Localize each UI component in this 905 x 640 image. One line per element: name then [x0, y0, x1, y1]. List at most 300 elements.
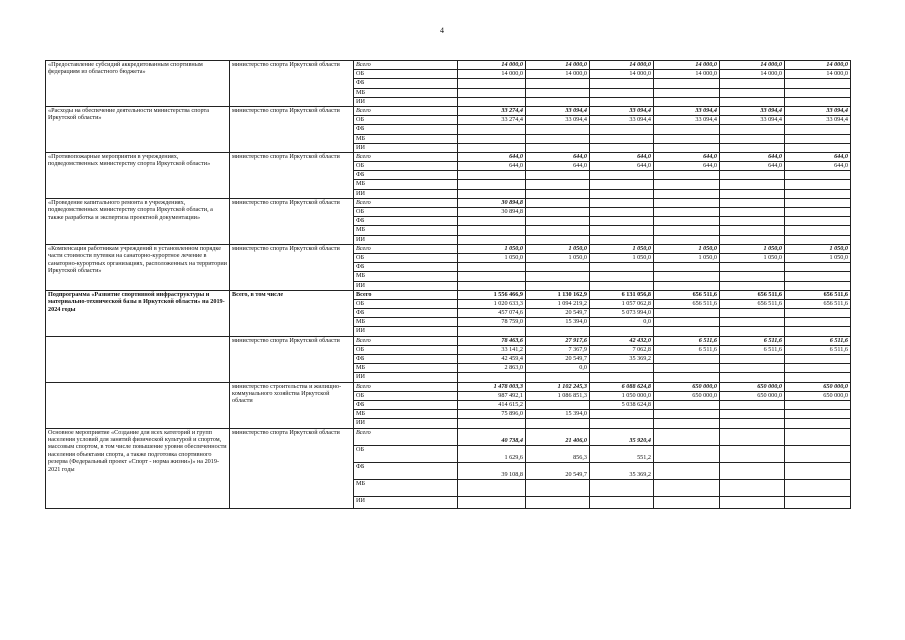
amount-cell — [785, 79, 851, 88]
amount-cell — [720, 479, 785, 496]
amount-cell: 33 094,4 — [720, 106, 785, 115]
source-label: Всего — [354, 382, 458, 391]
amount-cell — [590, 198, 654, 207]
source-label: МБ — [354, 410, 458, 419]
executor-cell: министерство спорта Иркутской области — [230, 61, 354, 107]
amount-cell — [526, 134, 590, 143]
amount-cell: 644,0 — [654, 162, 720, 171]
amount-cell: 20 549,7 — [526, 462, 590, 479]
amount-cell — [590, 410, 654, 419]
amount-cell — [785, 419, 851, 428]
amount-cell — [590, 180, 654, 189]
executor-cell: министерство спорта Иркутской области — [230, 198, 354, 244]
amount-cell: 1 050 000,0 — [590, 391, 654, 400]
amount-cell: 14 000,0 — [590, 61, 654, 70]
source-label: МБ — [354, 180, 458, 189]
amount-cell — [785, 364, 851, 373]
source-label: МБ — [354, 226, 458, 235]
amount-cell — [458, 143, 526, 152]
amount-cell: 14 000,0 — [654, 61, 720, 70]
amount-cell — [654, 309, 720, 318]
measure-description: «Противопожарные мероприятия в учреждениях, подведомственных министерству спорта Иркутской области» — [46, 152, 230, 198]
measure-description: Основное мероприятие «Создание для всех категорий и групп населения условий для занятий физической культурой и спортом, массовым спортом, в том числе повышение уровня обеспеченности населения объектами спорта, а также подготовка спортивного резерва (Федеральный проект «Спорт - норма жизни»)» на 2019-2021 годы — [46, 428, 230, 508]
amount-cell — [785, 125, 851, 134]
amount-cell — [785, 97, 851, 106]
amount-cell — [785, 496, 851, 508]
amount-cell — [458, 496, 526, 508]
source-label: Всего — [354, 106, 458, 115]
amount-cell — [526, 88, 590, 97]
source-label: ИИ — [354, 235, 458, 244]
amount-cell — [590, 235, 654, 244]
table-row — [46, 336, 851, 345]
amount-cell — [654, 171, 720, 180]
amount-cell — [785, 355, 851, 364]
amount-cell: 33 094,4 — [526, 116, 590, 125]
amount-cell: 30 894,8 — [458, 198, 526, 207]
source-label: ОБ — [354, 253, 458, 262]
amount-cell — [654, 462, 720, 479]
source-label: ИИ — [354, 281, 458, 290]
amount-cell — [590, 373, 654, 382]
source-label: МБ — [354, 364, 458, 373]
source-label: ОБ — [354, 299, 458, 308]
amount-cell — [526, 180, 590, 189]
amount-cell — [526, 479, 590, 496]
source-label: Всего — [354, 198, 458, 207]
amount-cell — [720, 134, 785, 143]
amount-cell — [654, 419, 720, 428]
amount-cell: 1 130 162,9 — [526, 290, 590, 299]
source-label: Всего — [354, 152, 458, 161]
amount-cell — [458, 171, 526, 180]
amount-cell: 14 000,0 — [720, 61, 785, 70]
amount-cell — [590, 272, 654, 281]
source-label: ФБ — [354, 462, 458, 479]
source-label: ФБ — [354, 171, 458, 180]
amount-cell — [526, 263, 590, 272]
amount-cell: 33 141,2 — [458, 345, 526, 354]
amount-cell: 644,0 — [654, 152, 720, 161]
amount-cell — [720, 88, 785, 97]
amount-cell: 644,0 — [720, 162, 785, 171]
amount-cell: 644,0 — [785, 152, 851, 161]
source-label: ИИ — [354, 419, 458, 428]
table-row — [46, 244, 851, 253]
amount-cell: 14 000,0 — [785, 61, 851, 70]
amount-cell: 33 094,4 — [526, 106, 590, 115]
amount-cell: 21 406,0 — [526, 428, 590, 445]
amount-cell: 1 050,0 — [654, 244, 720, 253]
source-label: ОБ — [354, 70, 458, 79]
source-label: ОБ — [354, 391, 458, 400]
amount-cell — [526, 235, 590, 244]
amount-cell: 6 511,6 — [720, 345, 785, 354]
amount-cell: 5 038 624,8 — [590, 400, 654, 409]
amount-cell: 1 050,0 — [526, 244, 590, 253]
amount-cell — [720, 180, 785, 189]
amount-cell: 656 511,6 — [785, 299, 851, 308]
amount-cell: 1 050,0 — [590, 244, 654, 253]
source-label: Всего — [354, 61, 458, 70]
source-label: ФБ — [354, 400, 458, 409]
amount-cell — [720, 125, 785, 134]
amount-cell: 856,3 — [526, 445, 590, 462]
amount-cell: 650 000,0 — [785, 382, 851, 391]
amount-cell: 0,0 — [590, 318, 654, 327]
amount-cell — [654, 496, 720, 508]
amount-cell: 1 020 633,3 — [458, 299, 526, 308]
amount-cell — [720, 327, 785, 336]
amount-cell — [526, 327, 590, 336]
amount-cell — [720, 419, 785, 428]
amount-cell: 33 094,4 — [654, 106, 720, 115]
amount-cell — [785, 88, 851, 97]
amount-cell: 1 086 851,3 — [526, 391, 590, 400]
source-label: ОБ — [354, 162, 458, 171]
source-label: Всего — [354, 290, 458, 299]
amount-cell: 656 511,6 — [720, 290, 785, 299]
amount-cell — [458, 327, 526, 336]
source-label: ОБ — [354, 345, 458, 354]
measure-description: Подпрограмма «Развитие спортивной инфраструктуры и материально-технической базы в Иркутской области» на 2019-2024 годы — [46, 290, 230, 336]
page-number: 4 — [440, 26, 444, 35]
amount-cell — [654, 479, 720, 496]
amount-cell: 27 917,6 — [526, 336, 590, 345]
executor-cell: министерство спорта Иркутской области — [230, 428, 354, 508]
amount-cell: 644,0 — [590, 152, 654, 161]
source-label: Всего — [354, 244, 458, 253]
amount-cell — [458, 272, 526, 281]
source-label: ФБ — [354, 309, 458, 318]
amount-cell: 15 394,0 — [526, 410, 590, 419]
amount-cell — [654, 364, 720, 373]
amount-cell — [526, 496, 590, 508]
amount-cell — [526, 79, 590, 88]
amount-cell — [526, 97, 590, 106]
table-row — [46, 61, 851, 70]
amount-cell: 6 511,6 — [785, 345, 851, 354]
amount-cell: 14 000,0 — [458, 61, 526, 70]
amount-cell: 6 088 624,8 — [590, 382, 654, 391]
amount-cell: 33 094,4 — [590, 116, 654, 125]
source-label: ИИ — [354, 97, 458, 106]
source-label: Всего — [354, 336, 458, 345]
amount-cell: 30 894,8 — [458, 208, 526, 217]
source-label: МБ — [354, 479, 458, 496]
amount-cell: 1 629,6 — [458, 445, 526, 462]
amount-cell — [720, 171, 785, 180]
amount-cell: 656 511,6 — [720, 299, 785, 308]
amount-cell: 6 131 056,8 — [590, 290, 654, 299]
amount-cell — [654, 226, 720, 235]
amount-cell: 1 102 245,3 — [526, 382, 590, 391]
amount-cell — [785, 263, 851, 272]
amount-cell — [590, 208, 654, 217]
amount-cell — [458, 79, 526, 88]
amount-cell: 78 759,0 — [458, 318, 526, 327]
amount-cell — [720, 410, 785, 419]
amount-cell — [654, 79, 720, 88]
amount-cell: 33 274,4 — [458, 116, 526, 125]
amount-cell — [785, 189, 851, 198]
amount-cell — [654, 217, 720, 226]
amount-cell — [458, 180, 526, 189]
amount-cell — [720, 445, 785, 462]
amount-cell — [785, 134, 851, 143]
amount-cell — [526, 171, 590, 180]
source-label: МБ — [354, 272, 458, 281]
source-label: Всего — [354, 428, 458, 445]
amount-cell: 414 615,2 — [458, 400, 526, 409]
amount-cell — [720, 189, 785, 198]
amount-cell: 39 108,8 — [458, 462, 526, 479]
amount-cell: 1 050,0 — [590, 253, 654, 262]
amount-cell — [654, 263, 720, 272]
amount-cell: 1 050,0 — [526, 253, 590, 262]
amount-cell — [458, 125, 526, 134]
amount-cell: 1 050,0 — [720, 253, 785, 262]
measure-description: «Расходы на обеспечение деятельности министерства спорта Иркутской области» — [46, 106, 230, 152]
amount-cell: 15 394,0 — [526, 318, 590, 327]
amount-cell: 1 556 466,9 — [458, 290, 526, 299]
amount-cell — [526, 143, 590, 152]
amount-cell — [458, 189, 526, 198]
amount-cell — [654, 180, 720, 189]
amount-cell — [785, 479, 851, 496]
amount-cell — [720, 462, 785, 479]
amount-cell: 650 000,0 — [654, 391, 720, 400]
table-row — [46, 106, 851, 115]
amount-cell — [654, 445, 720, 462]
amount-cell — [458, 263, 526, 272]
amount-cell: 42 459,4 — [458, 355, 526, 364]
amount-cell: 644,0 — [458, 152, 526, 161]
amount-cell: 14 000,0 — [526, 70, 590, 79]
amount-cell: 14 000,0 — [785, 70, 851, 79]
amount-cell: 644,0 — [720, 152, 785, 161]
amount-cell: 650 000,0 — [720, 391, 785, 400]
amount-cell — [720, 309, 785, 318]
amount-cell: 6 511,6 — [785, 336, 851, 345]
executor-cell: министерство спорта Иркутской области — [230, 244, 354, 290]
source-label: ИИ — [354, 327, 458, 336]
amount-cell — [590, 125, 654, 134]
amount-cell: 14 000,0 — [654, 70, 720, 79]
amount-cell — [654, 189, 720, 198]
source-label: ОБ — [354, 445, 458, 462]
amount-cell — [654, 281, 720, 290]
amount-cell — [654, 373, 720, 382]
amount-cell — [590, 134, 654, 143]
amount-cell — [654, 134, 720, 143]
measure-description — [46, 382, 230, 428]
table-row — [46, 290, 851, 299]
executor-cell: министерство спорта Иркутской области — [230, 106, 354, 152]
amount-cell — [458, 226, 526, 235]
source-label: МБ — [354, 134, 458, 143]
amount-cell — [526, 226, 590, 235]
amount-cell: 1 050,0 — [720, 244, 785, 253]
amount-cell: 6 511,6 — [654, 336, 720, 345]
amount-cell — [458, 88, 526, 97]
amount-cell — [720, 226, 785, 235]
amount-cell: 35 920,4 — [590, 428, 654, 445]
amount-cell — [590, 364, 654, 373]
amount-cell: 656 511,6 — [785, 290, 851, 299]
amount-cell — [785, 143, 851, 152]
amount-cell — [785, 226, 851, 235]
amount-cell — [720, 496, 785, 508]
amount-cell — [590, 496, 654, 508]
amount-cell: 1 057 062,8 — [590, 299, 654, 308]
table-row — [46, 198, 851, 207]
amount-cell — [590, 217, 654, 226]
table-row — [46, 428, 851, 445]
amount-cell: 2 863,0 — [458, 364, 526, 373]
amount-cell — [720, 235, 785, 244]
source-label: МБ — [354, 318, 458, 327]
measure-description: «Компенсация работникам учреждений в установленном порядке части стоимости путевки на санаторно-курортное лечение в санаторно-курортных организациях, расположенных на территории Иркутской области» — [46, 244, 230, 290]
amount-cell — [526, 272, 590, 281]
source-label: ФБ — [354, 355, 458, 364]
amount-cell: 0,0 — [526, 364, 590, 373]
amount-cell — [458, 97, 526, 106]
amount-cell — [654, 208, 720, 217]
amount-cell — [654, 125, 720, 134]
measure-description — [46, 336, 230, 382]
amount-cell — [720, 364, 785, 373]
amount-cell — [654, 318, 720, 327]
amount-cell — [654, 97, 720, 106]
amount-cell — [720, 272, 785, 281]
amount-cell — [720, 198, 785, 207]
amount-cell — [720, 208, 785, 217]
amount-cell: 1 094 219,2 — [526, 299, 590, 308]
table-row — [46, 382, 851, 391]
source-label: ОБ — [354, 116, 458, 125]
amount-cell — [654, 143, 720, 152]
amount-cell — [720, 79, 785, 88]
amount-cell — [458, 373, 526, 382]
amount-cell — [458, 235, 526, 244]
amount-cell — [526, 281, 590, 290]
amount-cell — [720, 355, 785, 364]
amount-cell: 644,0 — [458, 162, 526, 171]
amount-cell — [785, 318, 851, 327]
amount-cell: 33 094,4 — [590, 106, 654, 115]
amount-cell — [654, 355, 720, 364]
amount-cell: 7 062,8 — [590, 345, 654, 354]
amount-cell — [785, 180, 851, 189]
amount-cell — [785, 281, 851, 290]
amount-cell — [785, 445, 851, 462]
amount-cell: 14 000,0 — [458, 70, 526, 79]
source-label: ИИ — [354, 189, 458, 198]
amount-cell: 1 050,0 — [785, 244, 851, 253]
amount-cell — [590, 171, 654, 180]
source-label: ИИ — [354, 143, 458, 152]
amount-cell: 6 511,6 — [720, 336, 785, 345]
amount-cell — [720, 143, 785, 152]
amount-cell — [785, 400, 851, 409]
amount-cell: 644,0 — [785, 162, 851, 171]
amount-cell — [590, 327, 654, 336]
amount-cell — [654, 198, 720, 207]
funding-table — [45, 60, 851, 509]
source-label: ФБ — [354, 79, 458, 88]
amount-cell — [654, 410, 720, 419]
amount-cell: 20 549,7 — [526, 309, 590, 318]
amount-cell — [720, 97, 785, 106]
amount-cell: 1 478 003,3 — [458, 382, 526, 391]
amount-cell — [526, 419, 590, 428]
amount-cell — [590, 479, 654, 496]
amount-cell — [785, 208, 851, 217]
source-label: ФБ — [354, 217, 458, 226]
executor-cell: министерство спорта Иркутской области — [230, 152, 354, 198]
executor-cell: министерство строительства и жилищно-коммунального хозяйства Иркутской области — [230, 382, 354, 428]
amount-cell: 14 000,0 — [526, 61, 590, 70]
amount-cell: 656 511,6 — [654, 299, 720, 308]
amount-cell: 656 511,6 — [654, 290, 720, 299]
amount-cell: 42 432,0 — [590, 336, 654, 345]
amount-cell — [590, 143, 654, 152]
amount-cell — [458, 134, 526, 143]
amount-cell: 33 094,4 — [720, 116, 785, 125]
amount-cell: 20 549,7 — [526, 355, 590, 364]
amount-cell — [785, 462, 851, 479]
amount-cell — [526, 189, 590, 198]
amount-cell: 14 000,0 — [720, 70, 785, 79]
amount-cell — [654, 327, 720, 336]
amount-cell: 551,2 — [590, 445, 654, 462]
amount-cell — [526, 217, 590, 226]
amount-cell: 78 463,6 — [458, 336, 526, 345]
amount-cell — [458, 479, 526, 496]
amount-cell — [654, 272, 720, 281]
amount-cell: 6 511,6 — [654, 345, 720, 354]
measure-description: «Проведение капитального ремонта в учреждениях, подведомственных министерству спорта Иркутской области, а также разработка и экспертиза проектной документации» — [46, 198, 230, 244]
amount-cell: 644,0 — [526, 162, 590, 171]
amount-cell — [720, 428, 785, 445]
amount-cell — [785, 373, 851, 382]
amount-cell — [720, 373, 785, 382]
amount-cell: 650 000,0 — [654, 382, 720, 391]
amount-cell: 5 073 994,0 — [590, 309, 654, 318]
source-label: ФБ — [354, 125, 458, 134]
source-label: МБ — [354, 88, 458, 97]
amount-cell — [590, 419, 654, 428]
amount-cell — [785, 309, 851, 318]
amount-cell — [590, 263, 654, 272]
amount-cell — [785, 171, 851, 180]
amount-cell: 33 094,4 — [785, 116, 851, 125]
amount-cell — [526, 198, 590, 207]
measure-description: «Предоставление субсидий аккредитованным спортивным федерациям из областного бюджета» — [46, 61, 230, 107]
amount-cell: 650 000,0 — [785, 391, 851, 400]
executor-cell: министерство спорта Иркутской области — [230, 336, 354, 382]
amount-cell — [526, 400, 590, 409]
amount-cell — [458, 217, 526, 226]
amount-cell — [785, 217, 851, 226]
amount-cell: 1 050,0 — [458, 253, 526, 262]
amount-cell — [785, 428, 851, 445]
amount-cell — [785, 410, 851, 419]
amount-cell — [526, 208, 590, 217]
table-row — [46, 152, 851, 161]
amount-cell — [590, 189, 654, 198]
